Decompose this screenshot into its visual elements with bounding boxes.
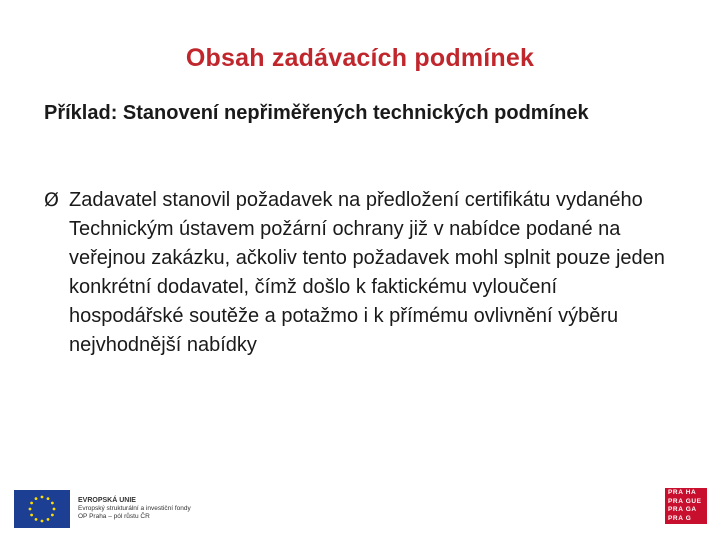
slide-subtitle: Příklad: Stanovení nepřiměřených technických podmínek: [44, 102, 589, 124]
eu-star: [47, 518, 50, 521]
eu-star: [53, 508, 56, 511]
eu-star: [47, 497, 50, 500]
praha-logo-line-1: PRA HA: [668, 489, 697, 496]
bullet-text: Zadavatel stanovil požadavek na předložení certifikátu vydaného Technickým ústavem požární ochrany již v nabídce podané na veřejnou zakázku, ačkoliv tento požadavek mohl splnit pouze jeden konkrétní dodavatel, čímž došlo k faktickému vyloučení hospodářské soutěže a potažmo i k přímému ovlivnění výběru nejvhodnější nabídky: [69, 189, 665, 356]
eu-star: [35, 518, 38, 521]
slide-title: Obsah zadávacích podmínek: [185, 44, 535, 72]
bullet-list-item: [44, 186, 684, 360]
eu-title: EVROPSKÁ UNIE: [78, 497, 136, 504]
eu-star: [35, 497, 38, 500]
eu-star: [41, 496, 44, 499]
eu-flag-icon: [14, 490, 70, 528]
arrow-bullet-icon: Ø: [44, 189, 59, 211]
praha-logo-line-4: PRA G: [668, 514, 692, 522]
praha-logo-line-3: PRA GA: [668, 506, 697, 513]
eu-line-2: OP Praha – pól růstu ČR: [78, 513, 150, 520]
praha-logo-line-2: PRA GUE: [668, 497, 702, 505]
eu-star: [51, 502, 54, 505]
eu-star: [51, 514, 54, 517]
eu-caption: [78, 497, 191, 521]
eu-star: [29, 508, 32, 511]
eu-star: [41, 520, 44, 523]
eu-star: [30, 514, 33, 517]
eu-line-1: Evropský strukturální a investiční fondy: [78, 505, 191, 512]
eu-star: [30, 502, 33, 505]
praha-logo: [665, 488, 707, 524]
eu-footer-logo: [14, 489, 191, 529]
